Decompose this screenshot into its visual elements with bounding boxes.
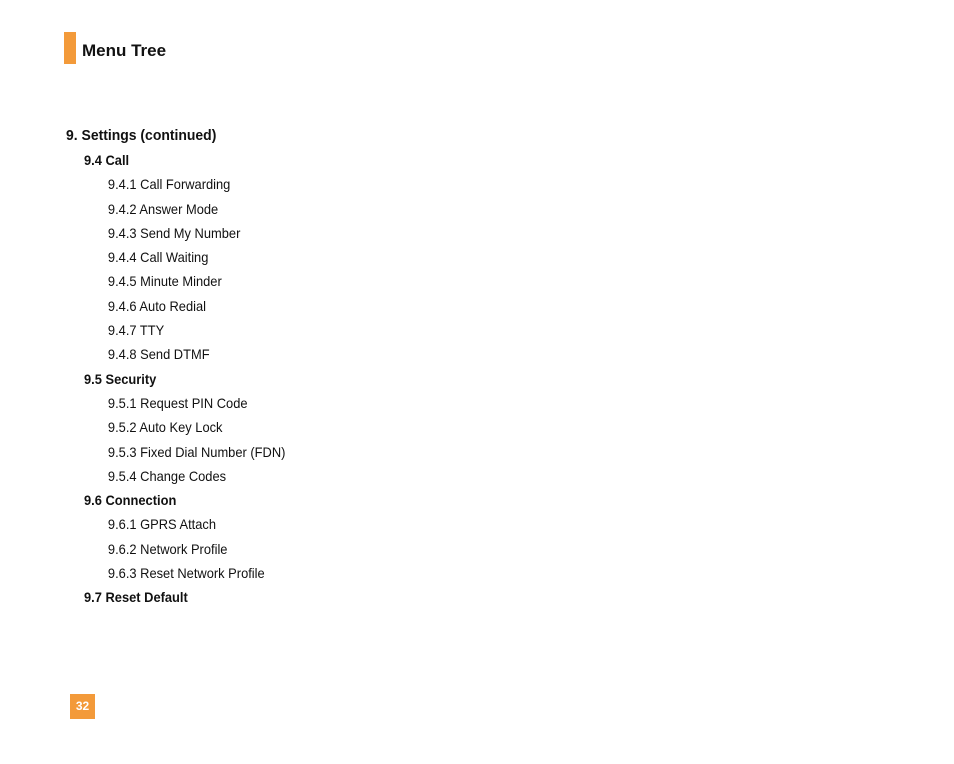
section-heading: 9. Settings (continued) (66, 127, 217, 144)
tree-item: 9.4.6 Auto Redial (107, 297, 207, 314)
menu-tree (84, 150, 303, 612)
tree-item: 9.5.2 Auto Key Lock (107, 419, 223, 436)
tree-item: 9.6.1 GPRS Attach (107, 516, 217, 533)
page-title: Menu Tree (82, 41, 167, 60)
tree-subsection: 9.5 Security (84, 370, 157, 387)
tree-item: 9.4.7 TTY (107, 322, 165, 339)
tree-item: 9.5.1 Request PIN Code (107, 394, 248, 411)
tree-item: 9.4.5 Minute Minder (107, 273, 222, 290)
tree-item: 9.4.4 Call Waiting (107, 249, 209, 266)
tree-item: 9.6.3 Reset Network Profile (107, 565, 265, 582)
tree-item: 9.5.4 Change Codes (107, 467, 227, 484)
tree-item: 9.4.3 Send My Number (107, 224, 241, 241)
header-accent-bar (64, 32, 76, 64)
tree-item: 9.6.2 Network Profile (107, 540, 228, 557)
tree-item: 9.4.8 Send DTMF (107, 346, 210, 363)
page-number-badge: 32 (70, 694, 95, 719)
tree-subsection: 9.6 Connection (84, 492, 177, 509)
tree-item: 9.4.2 Answer Mode (107, 200, 219, 217)
tree-item: 9.4.1 Call Forwarding (107, 176, 231, 193)
tree-subsection: 9.4 Call (84, 152, 130, 168)
tree-subsection: 9.7 Reset Default (84, 589, 188, 606)
tree-item: 9.5.3 Fixed Dial Number (FDN) (107, 443, 286, 460)
